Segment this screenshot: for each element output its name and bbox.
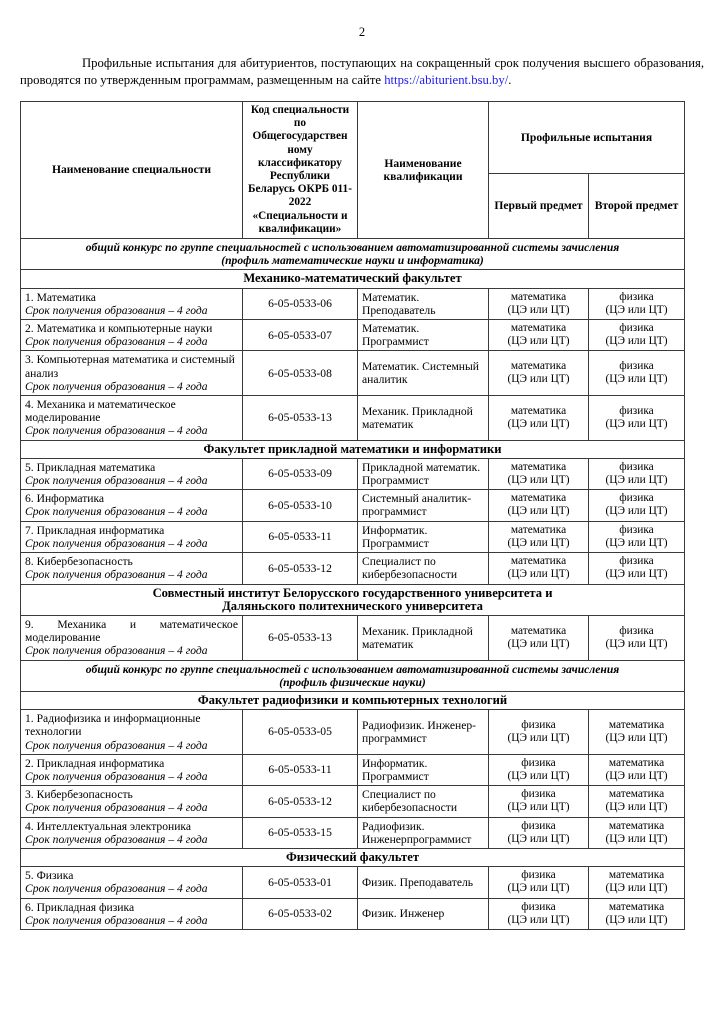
- first-subject-exam-form: (ЦЭ или ЦТ): [507, 832, 570, 845]
- specialty-title: 8. Кибербезопасность: [25, 555, 133, 569]
- second-subject-exam-form: (ЦЭ или ЦТ): [605, 769, 668, 782]
- first-subject-name: математика: [510, 624, 567, 637]
- cell-specialty-code: 6-05-0533-05: [243, 710, 358, 755]
- first-subject-name: математика: [510, 360, 567, 373]
- cell-second-subject: [589, 396, 685, 441]
- cell-qualification: Математик. Преподаватель: [358, 288, 489, 319]
- cell-first-subject: [489, 396, 589, 441]
- specialty-title: 3. Кибербезопасность: [25, 788, 133, 802]
- cell-second-subject: [589, 817, 685, 848]
- cell-qualification: Радиофизик. Инженерпрограммист: [358, 817, 489, 848]
- second-subject-name: математика: [608, 900, 665, 913]
- specialty-title: 1. Радиофизика и информационные технологии: [25, 712, 201, 739]
- cell-qualification: Специалист по кибербезопасности: [358, 553, 489, 584]
- first-subject-exam-form: (ЦЭ или ЦТ): [507, 474, 570, 487]
- faculty-name: [21, 270, 685, 288]
- cell-specialty-code: 6-05-0533-09: [243, 458, 358, 489]
- line-1: общий конкурс по группе специальностей с использованием автоматизированной системы зачисления: [85, 241, 620, 255]
- cell-second-subject: [589, 553, 685, 584]
- cell-specialty-code: 6-05-0533-13: [243, 396, 358, 441]
- faculty-header-row: [21, 691, 685, 709]
- study-term: Срок получения образования – 4 года: [25, 335, 208, 349]
- table-row: [21, 615, 685, 660]
- table-row: [21, 817, 685, 848]
- cell-second-subject: [589, 288, 685, 319]
- faculty-name: [21, 848, 685, 866]
- second-subject-name: математика: [608, 718, 665, 731]
- cell-specialty-name: [21, 710, 243, 755]
- cell-first-subject: [489, 320, 589, 351]
- cell-qualification: Прикладной математик. Программист: [358, 458, 489, 489]
- first-subject-exam-form: (ЦЭ или ЦТ): [507, 882, 570, 895]
- cell-qualification: Специалист по кибербезопасности: [358, 786, 489, 817]
- cell-specialty-code: 6-05-0533-13: [243, 615, 358, 660]
- first-subject-exam-form: (ЦЭ или ЦТ): [507, 801, 570, 814]
- group-competition-text: [21, 660, 685, 691]
- specialty-title: 2. Прикладная информатика: [25, 756, 165, 770]
- page-number: 2: [358, 25, 366, 39]
- cell-specialty-name: [21, 867, 243, 898]
- second-subject-name: математика: [608, 756, 665, 769]
- second-subject-name: математика: [608, 869, 665, 882]
- study-term: Срок получения образования – 4 года: [25, 505, 208, 519]
- intro-text-before-link: Профильные испытания для абитуриентов, поступающих на сокращенный срок получения высшего образования, проводятся по утвержденным программам, размещенным на сайте: [20, 56, 704, 87]
- table-body: [21, 102, 685, 930]
- second-subject-exam-form: (ЦЭ или ЦТ): [605, 637, 668, 650]
- cell-specialty-name: [21, 521, 243, 552]
- study-term: Срок получения образования – 4 года: [25, 769, 208, 783]
- cell-qualification: Механик. Прикладной математик: [358, 615, 489, 660]
- second-subject-exam-form: (ЦЭ или ЦТ): [605, 474, 668, 487]
- cell-second-subject: [589, 351, 685, 396]
- table-row: [21, 867, 685, 898]
- line-2: (профиль математические науки и информатика): [221, 254, 484, 268]
- second-subject-exam-form: (ЦЭ или ЦТ): [605, 882, 668, 895]
- first-subject-name: математика: [510, 322, 567, 335]
- table-row: [21, 786, 685, 817]
- first-subject-exam-form: (ЦЭ или ЦТ): [507, 335, 570, 348]
- specialties-table: [20, 101, 685, 930]
- cell-first-subject: [489, 615, 589, 660]
- table-row: [21, 521, 685, 552]
- specialty-title: 4. Механика и математическое моделирование: [25, 398, 176, 425]
- line-1: Совместный институт Белорусского государственного университета и: [152, 585, 553, 600]
- line-2: (профиль физические науки): [279, 675, 426, 689]
- second-subject-name: физика: [619, 492, 654, 505]
- second-subject-exam-form: (ЦЭ или ЦТ): [605, 913, 668, 926]
- cell-specialty-name: [21, 351, 243, 396]
- cell-first-subject: [489, 521, 589, 552]
- abiturient-site-link[interactable]: https://abiturient.bsu.by/: [384, 72, 509, 87]
- line-2: Даляньского политехнического университета: [222, 598, 483, 613]
- group-competition-text: [21, 239, 685, 270]
- cell-specialty-name: [21, 396, 243, 441]
- first-subject-name: физика: [521, 819, 556, 832]
- first-subject-exam-form: (ЦЭ или ЦТ): [507, 731, 570, 744]
- second-subject-exam-form: (ЦЭ или ЦТ): [605, 335, 668, 348]
- table-row: [21, 320, 685, 351]
- faculty-header-row: [21, 584, 685, 615]
- cell-specialty-name: [21, 458, 243, 489]
- table-header-row-1: [21, 102, 685, 174]
- faculty-name: [21, 691, 685, 709]
- header-second-subject: Второй предмет: [589, 173, 685, 238]
- line-1: общий конкурс по группе специальностей с использованием автоматизированной системы зачисления: [85, 662, 620, 676]
- cell-specialty-name: [21, 490, 243, 521]
- table-row: [21, 754, 685, 785]
- faculty-name: [21, 440, 685, 458]
- first-subject-name: физика: [521, 718, 556, 731]
- cell-second-subject: [589, 458, 685, 489]
- second-subject-exam-form: (ЦЭ или ЦТ): [605, 303, 668, 316]
- specialty-title: 1. Математика: [25, 290, 96, 304]
- first-subject-exam-form: (ЦЭ или ЦТ): [507, 373, 570, 386]
- header-qualification: Наименование квалификации: [358, 102, 489, 239]
- cell-first-subject: [489, 490, 589, 521]
- cell-first-subject: [489, 817, 589, 848]
- first-subject-name: физика: [521, 900, 556, 913]
- specialty-title: 3. Компьютерная математика и системный анализ: [25, 353, 235, 380]
- specialty-title: 5. Физика: [25, 869, 74, 883]
- table-row: [21, 490, 685, 521]
- study-term: Срок получения образования – 4 года: [25, 913, 208, 927]
- cell-first-subject: [489, 754, 589, 785]
- first-subject-exam-form: (ЦЭ или ЦТ): [507, 417, 570, 430]
- cell-qualification: Механик. Прикладной математик: [358, 396, 489, 441]
- cell-specialty-name: [21, 817, 243, 848]
- cell-qualification: Физик. Инженер: [358, 898, 489, 929]
- first-subject-name: физика: [521, 788, 556, 801]
- cell-second-subject: [589, 615, 685, 660]
- second-subject-exam-form: (ЦЭ или ЦТ): [605, 505, 668, 518]
- study-term: Срок получения образования – 4 года: [25, 303, 208, 317]
- second-subject-exam-form: (ЦЭ или ЦТ): [605, 417, 668, 430]
- cell-qualification: Информатик. Программист: [358, 521, 489, 552]
- table-row: [21, 396, 685, 441]
- study-term: Срок получения образования – 4 года: [25, 644, 208, 658]
- line-1: Факультет радиофизики и компьютерных технологий: [197, 692, 508, 707]
- first-subject-name: физика: [521, 869, 556, 882]
- header-specialty-code: Код специальности по Общегосударствен ному классификатору Республики Беларусь ОКРБ 011-2022 «Специальности и квалификации»: [243, 102, 358, 239]
- faculty-header-row: [21, 440, 685, 458]
- study-term: Срок получения образования – 4 года: [25, 424, 208, 438]
- second-subject-exam-form: (ЦЭ или ЦТ): [605, 832, 668, 845]
- header-specialty-name: Наименование специальности: [21, 102, 243, 239]
- table-row: [21, 710, 685, 755]
- study-term: Срок получения образования – 4 года: [25, 738, 208, 752]
- cell-specialty-code: 6-05-0533-06: [243, 288, 358, 319]
- second-subject-name: физика: [619, 624, 654, 637]
- line-1: Физический факультет: [285, 849, 420, 864]
- first-subject-name: математика: [510, 523, 567, 536]
- cell-second-subject: [589, 490, 685, 521]
- cell-specialty-code: 6-05-0533-15: [243, 817, 358, 848]
- second-subject-name: физика: [619, 555, 654, 568]
- cell-second-subject: [589, 867, 685, 898]
- second-subject-name: физика: [619, 523, 654, 536]
- first-subject-exam-form: (ЦЭ или ЦТ): [507, 536, 570, 549]
- group-competition-row: [21, 239, 685, 270]
- first-subject-exam-form: (ЦЭ или ЦТ): [507, 303, 570, 316]
- first-subject-name: математика: [510, 492, 567, 505]
- first-subject-exam-form: (ЦЭ или ЦТ): [507, 568, 570, 581]
- second-subject-exam-form: (ЦЭ или ЦТ): [605, 801, 668, 814]
- cell-first-subject: [489, 786, 589, 817]
- cell-qualification: Физик. Преподаватель: [358, 867, 489, 898]
- study-term: Срок получения образования – 4 года: [25, 832, 208, 846]
- cell-specialty-code: 6-05-0533-01: [243, 867, 358, 898]
- second-subject-name: физика: [619, 290, 654, 303]
- cell-first-subject: [489, 458, 589, 489]
- study-term: Срок получения образования – 4 года: [25, 568, 208, 582]
- first-subject-exam-form: (ЦЭ или ЦТ): [507, 913, 570, 926]
- cell-qualification: Математик. Программист: [358, 320, 489, 351]
- cell-second-subject: [589, 898, 685, 929]
- cell-specialty-name: [21, 320, 243, 351]
- cell-second-subject: [589, 786, 685, 817]
- specialty-title: 4. Интеллектуальная электроника: [25, 819, 192, 833]
- second-subject-name: математика: [608, 819, 665, 832]
- cell-second-subject: [589, 320, 685, 351]
- table-row: [21, 458, 685, 489]
- cell-specialty-name: [21, 898, 243, 929]
- second-subject-exam-form: (ЦЭ или ЦТ): [605, 373, 668, 386]
- cell-first-subject: [489, 351, 589, 396]
- first-subject-name: физика: [521, 756, 556, 769]
- line-1: Механико-математический факультет: [243, 271, 462, 286]
- intro-text-after-link: .: [508, 72, 512, 87]
- specialty-title: 9. Механика и математическое моделирование: [25, 617, 238, 645]
- first-subject-name: математика: [510, 555, 567, 568]
- line-1: Факультет прикладной математики и информатики: [203, 441, 502, 456]
- cell-specialty-code: 6-05-0533-12: [243, 553, 358, 584]
- table-row: [21, 351, 685, 396]
- cell-specialty-code: 6-05-0533-08: [243, 351, 358, 396]
- cell-specialty-code: 6-05-0533-10: [243, 490, 358, 521]
- study-term: Срок получения образования – 4 года: [25, 379, 208, 393]
- cell-specialty-name: [21, 754, 243, 785]
- first-subject-exam-form: (ЦЭ или ЦТ): [507, 769, 570, 782]
- cell-specialty-code: 6-05-0533-12: [243, 786, 358, 817]
- first-subject-name: математика: [510, 290, 567, 303]
- second-subject-name: физика: [619, 404, 654, 417]
- study-term: Срок получения образования – 4 года: [25, 474, 208, 488]
- second-subject-name: физика: [619, 360, 654, 373]
- cell-first-subject: [489, 288, 589, 319]
- second-subject-exam-form: (ЦЭ или ЦТ): [605, 536, 668, 549]
- first-subject-name: математика: [510, 460, 567, 473]
- cell-specialty-code: 6-05-0533-11: [243, 754, 358, 785]
- second-subject-exam-form: (ЦЭ или ЦТ): [605, 731, 668, 744]
- second-subject-name: математика: [608, 788, 665, 801]
- cell-first-subject: [489, 553, 589, 584]
- cell-first-subject: [489, 898, 589, 929]
- first-subject-exam-form: (ЦЭ или ЦТ): [507, 637, 570, 650]
- first-subject-name: математика: [510, 404, 567, 417]
- cell-specialty-code: 6-05-0533-11: [243, 521, 358, 552]
- table-row: [21, 898, 685, 929]
- cell-specialty-name: [21, 615, 243, 660]
- specialty-title: 6. Прикладная физика: [25, 900, 135, 914]
- cell-specialty-name: [21, 553, 243, 584]
- faculty-header-row: [21, 270, 685, 288]
- table-row: [21, 553, 685, 584]
- study-term: Срок получения образования – 4 года: [25, 801, 208, 815]
- cell-qualification: Информатик. Программист: [358, 754, 489, 785]
- cell-second-subject: [589, 710, 685, 755]
- cell-specialty-name: [21, 786, 243, 817]
- second-subject-exam-form: (ЦЭ или ЦТ): [605, 568, 668, 581]
- header-profile-tests: Профильные испытания: [489, 102, 685, 174]
- cell-qualification: Системный аналитик-программист: [358, 490, 489, 521]
- table-row: [21, 288, 685, 319]
- study-term: Срок получения образования – 4 года: [25, 536, 208, 550]
- cell-first-subject: [489, 710, 589, 755]
- study-term: Срок получения образования – 4 года: [25, 882, 208, 896]
- specialty-title: 2. Математика и компьютерные науки: [25, 322, 213, 336]
- first-subject-exam-form: (ЦЭ или ЦТ): [507, 505, 570, 518]
- faculty-name: [21, 584, 685, 615]
- specialty-title: 7. Прикладная информатика: [25, 523, 165, 537]
- intro-paragraph: [20, 55, 704, 88]
- cell-first-subject: [489, 867, 589, 898]
- cell-second-subject: [589, 521, 685, 552]
- cell-qualification: Радиофизик. Инженер-программист: [358, 710, 489, 755]
- second-subject-name: физика: [619, 322, 654, 335]
- group-competition-row: [21, 660, 685, 691]
- second-subject-name: физика: [619, 460, 654, 473]
- faculty-header-row: [21, 848, 685, 866]
- cell-specialty-name: [21, 288, 243, 319]
- cell-specialty-code: 6-05-0533-07: [243, 320, 358, 351]
- cell-specialty-code: 6-05-0533-02: [243, 898, 358, 929]
- specialty-title: 5. Прикладная математика: [25, 460, 156, 474]
- cell-qualification: Математик. Системный аналитик: [358, 351, 489, 396]
- specialty-title: 6. Информатика: [25, 492, 105, 506]
- cell-second-subject: [589, 754, 685, 785]
- header-first-subject: Первый предмет: [489, 173, 589, 238]
